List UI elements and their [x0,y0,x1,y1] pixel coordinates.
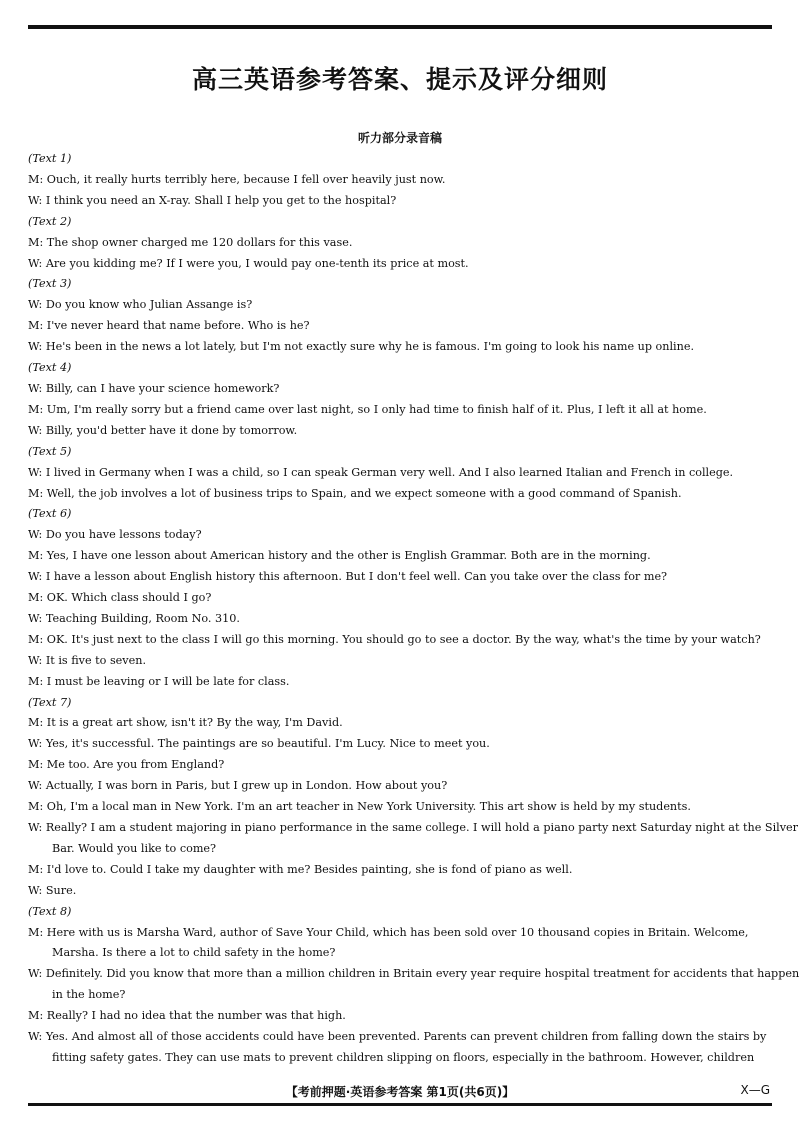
footer-code: X—G [740,1083,770,1097]
text-header: (Text 3) [28,277,72,291]
transcript-line: M: Here with us is Marsha Ward, author of Save Your Child, which has been sold over 10 thousand copies in Britain. Welcome, [28,925,749,939]
section-title: 听力部分录音稿 [357,131,442,145]
transcript-line: M: I'd love to. Could I take my daughter with me? Besides painting, she is fond of piano as well. [28,862,573,876]
text-header: (Text 7) [28,695,72,709]
transcript-line: W: Sure. [28,883,77,897]
transcript-line: M: OK. Which class should I go? [28,591,212,605]
transcript-body [28,149,800,1069]
transcript-line: W: Billy, can I have your science homework? [28,381,280,395]
transcript-line: Marsha. Is there a lot to child safety in the home? [52,946,336,960]
text-header: (Text 4) [28,361,72,375]
transcript-line: fitting safety gates. They can use mats to prevent children slipping on floors, especially in the bathroom. However, children [52,1050,755,1064]
transcript-line: M: I must be leaving or I will be late for class. [28,674,290,688]
transcript-line: Bar. Would you like to come? [52,841,217,855]
transcript-line: W: I lived in Germany when I was a child, so I can speak German very well. And I also learned Italian and French in college. [28,465,734,479]
transcript-line: W: I think you need an X-ray. Shall I help you get to the hospital? [28,193,397,207]
transcript-line: W: Do you have lessons today? [28,528,202,542]
bottom-rule [28,1103,772,1106]
transcript-line: W: Definitely. Did you know that more than a million children in Britain every year require hospital treatment for accidents that happen [28,967,800,981]
transcript-line: W: I have a lesson about English history this afternoon. But I don't feel well. Can you take over the class for me? [28,570,668,584]
text-header: (Text 6) [28,507,72,521]
transcript-line: M: Um, I'm really sorry but a friend came over last night, so I only had time to finish half of it. Plus, I left it all at home. [28,402,707,416]
page-title: 高三英语参考答案、提示及评分细则 [191,65,608,94]
transcript-line: M: Really? I had no idea that the number was that high. [28,1009,346,1023]
transcript-line: M: Oh, I'm a local man in New York. I'm an art teacher in New York University. This art show is held by my students. [28,800,691,814]
text-header: (Text 2) [28,214,72,228]
transcript-line: M: Yes, I have one lesson about American history and the other is English Grammar. Both are in the morning. [28,549,651,563]
transcript-line: M: OK. It's just next to the class I will go this morning. You should go to see a doctor. By the way, what's the time by your watch? [28,632,761,646]
transcript-line: M: The shop owner charged me 120 dollars for this vase. [28,235,353,249]
transcript-line: W: Do you know who Julian Assange is? [28,298,253,312]
text-header: (Text 1) [28,152,72,165]
transcript-line: W: Teaching Building, Room No. 310. [28,611,240,625]
transcript-line: W: It is five to seven. [28,653,147,667]
transcript-line: W: Actually, I was born in Paris, but I grew up in London. How about you? [28,779,448,793]
transcript-line: W: Yes, it's successful. The paintings are so beautiful. I'm Lucy. Nice to meet you. [28,737,490,751]
transcript-line: W: Are you kidding me? If I were you, I would pay one-tenth its price at most. [28,256,469,270]
page-footer: 【考前押题·英语参考答案 第1页(共6页)】 [285,1085,515,1099]
transcript-line: M: Ouch, it really hurts terribly here, because I fell over heavily just now. [28,172,446,186]
transcript-line: M: Me too. Are you from England? [28,758,225,772]
text-header: (Text 8) [28,904,72,918]
transcript-line: W: Really? I am a student majoring in piano performance in the same college. I will hold a piano party next Saturday night at the Silver [28,821,799,834]
transcript-line: W: Billy, you'd better have it done by tomorrow. [28,423,298,437]
transcript-line: M: Well, the job involves a lot of business trips to Spain, and we expect someone with a good command of Spanish. [28,486,682,500]
transcript-line: M: It is a great art show, isn't it? By the way, I'm David. [28,716,343,730]
transcript-line: W: Yes. And almost all of those accidents could have been prevented. Parents can prevent children from falling down the stairs by [28,1030,767,1044]
top-rule [28,25,772,29]
transcript-line: in the home? [52,988,126,1002]
text-header: (Text 5) [28,444,72,458]
transcript-line: M: I've never heard that name before. Who is he? [28,319,310,333]
transcript-line: W: He's been in the news a lot lately, but I'm not exactly sure why he is famous. I'm going to look his name up online. [28,340,695,354]
